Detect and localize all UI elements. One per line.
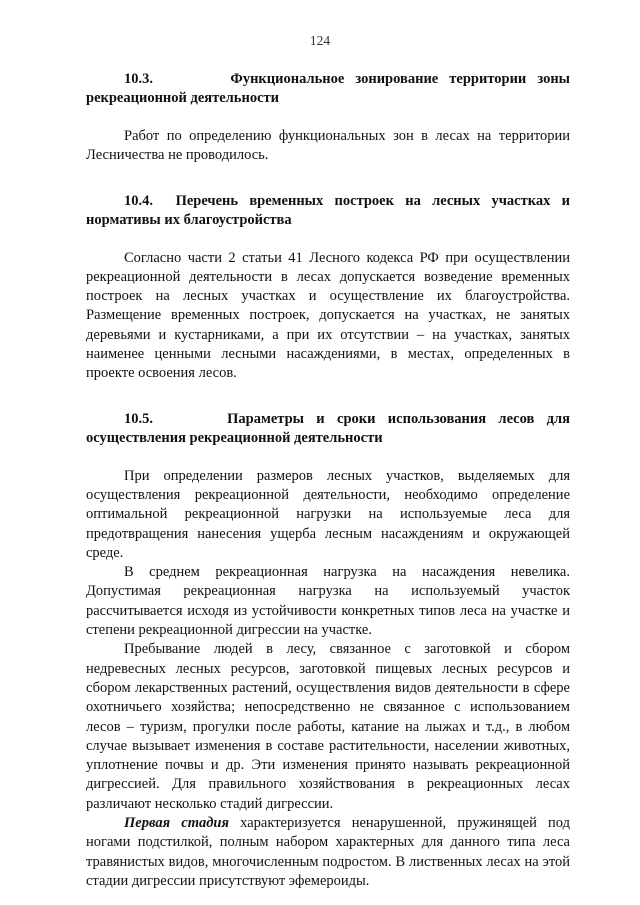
section-heading-10-4 (86, 192, 570, 230)
page-number: 124 (309, 33, 331, 48)
section-number: 10.5. (124, 410, 153, 427)
section-number: 10.3. (124, 71, 153, 87)
paragraph: При определении размеров лесных участков, выделяемых для осуществления рекреационной деятельности, необходимо определение оптимальной рекреационной нагрузки на используемые леса для предотвращения нанесения ущерба лесным насаждениям и окружающей среде. (86, 467, 570, 561)
paragraph-first-stage (86, 814, 570, 891)
document-body (86, 70, 570, 891)
section-title: Параметры и сроки использования лесов для осуществления рекреационной деятельности (86, 410, 570, 446)
stage-term: Первая стадия (124, 815, 229, 832)
section-heading-10-5 (86, 410, 570, 448)
paragraph: Работ по определению функциональных зон в лесах на территории Лесничества не проводилось. (86, 128, 570, 164)
section-title: Функциональное зонирование территории зоны рекреационной деятельности (86, 71, 570, 106)
paragraph: Согласно части 2 статьи 41 Лесного кодекса РФ при осуществлении рекреационной деятельности в лесах допускается возведение временных построек на лесных участках и осуществление их благоустройства. Размещение временных построек, допускается на участках, не занятых деревьями и кустарниками, а при их отсутствии – на участках, занятых наименее ценными лесными насаждениями, в местах, определенных в проекте освоения лесов. (86, 249, 570, 382)
paragraph: В среднем рекреационная нагрузка на насаждения невелика. Допустимая рекреационная нагрузка на используемый участок рассчитывается исходя из устойчивости конкретных типов леса на участке и степени рекреационной дигрессии на участке. (86, 564, 570, 639)
section-title: Перечень временных построек на лесных участках и нормативы их благоустройства (86, 192, 571, 228)
section-number: 10.4. (124, 192, 153, 209)
stage-text: характеризуется ненарушенной, пружинящей под ногами подстилкой, полным набором характерных для данного типа леса травянистых видов, многочисленным подростом. В лиственных лесах на этой стадии дигрессии присутствуют эфемероиды. (86, 815, 570, 889)
section-heading-10-3 (86, 70, 570, 108)
paragraph: Пребывание людей в лесу, связанное с заготовкой и сбором недревесных лесных ресурсов, заготовкой пищевых лесных ресурсов и сбором лекарственных растений, осуществления видов деятельности в сфере охотничьего хозяйства; непосредственно не связанное с использованием лесов – туризм, прогулки после работы, катание на лыжах и т.д., в любом случае вызывает изменения в составе растительности, населении животных, уплотнение почвы и др. Эти изменения принято называть рекреационной дигрессией. Для правильного хозяйствования в рекреационных лесах различают несколько стадий дигрессии. (86, 641, 570, 812)
